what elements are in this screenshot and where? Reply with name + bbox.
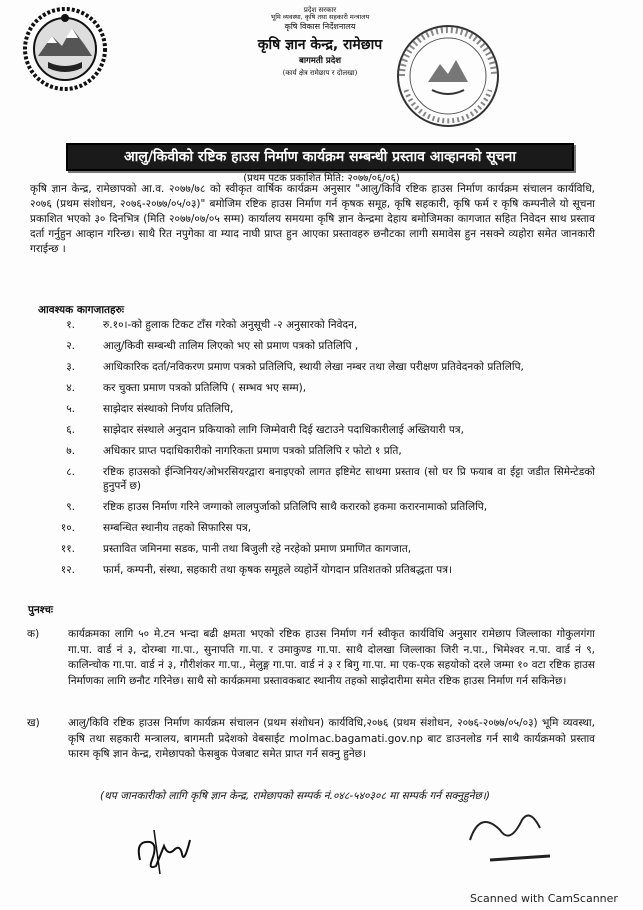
requirement-text: अधिकार प्राप्त पदाधिकारीको नागरिकता प्रमाण पत्रको प्रतिलिपि र फोटो १ प्रति, xyxy=(103,445,402,457)
requirement-text: सम्बन्धित स्थानीय तहको सिफारिस पत्र, xyxy=(103,522,252,534)
requirement-item xyxy=(30,465,595,493)
requirement-text: फार्म, कम्पनी, संस्था, सहकारी तथा कृषक समूहले व्यहोर्ने योगदान प्रतिशतको प्रतिबद्धता पत्र। xyxy=(103,564,453,576)
requirement-item xyxy=(30,339,595,353)
requirement-number: १२. xyxy=(60,564,75,576)
header-ministry: भूमि व्यवस्था, कृषि तथा सहकारी मन्त्रालय xyxy=(270,13,370,22)
requirement-text: आलु/किवी सम्बन्धी तालिम लिएको भए सो प्रमाण पत्रको प्रतिलिपि , xyxy=(103,340,359,352)
requirement-item xyxy=(30,402,595,416)
requirement-item xyxy=(30,360,595,374)
publish-date: (प्रथम पटक प्रकाशित मिति: २०७७/०६/०६) xyxy=(243,173,400,184)
notice-title-bar xyxy=(66,143,574,171)
requirements-heading: आवश्यक कागजातहरुः xyxy=(38,304,125,316)
header-directorate: कृषि विकास निर्देशनालय xyxy=(284,21,356,31)
stamp-scribble-icon xyxy=(450,800,570,872)
requirement-item xyxy=(30,521,595,535)
requirement-item xyxy=(30,500,595,514)
scanner-watermark: Scanned with CamScanner xyxy=(470,892,618,905)
requirement-text: रु.१०।-को हुलाक टिकट टाँस गरेको अनुसूची -२ अनुसारको निवेदन, xyxy=(103,319,358,331)
requirement-number: १. xyxy=(66,319,75,331)
requirement-item xyxy=(30,563,595,577)
requirement-number: ७. xyxy=(66,445,75,457)
requirement-number: ४. xyxy=(66,382,75,394)
requirement-number: ५. xyxy=(66,403,75,415)
notice-title: आलु/किवीको रष्टिक हाउस निर्माण कार्यक्रम सम्बन्धी प्रस्ताव आव्हानको सूचना xyxy=(124,149,516,165)
requirement-number: ९. xyxy=(66,501,75,513)
requirement-text: आधिकारिक दर्ता/नविकरण प्रमाण पत्रको प्रतिलिपि, स्थायी लेखा नम्बर तथा लेखा परीक्षण प्रतिवेदनको प्रतिलिपि, xyxy=(103,361,524,373)
note-text: आलु/किवि रष्टिक हाउस निर्माण कार्यक्रम संचालन (प्रथम संशोधन) कार्यविधि,२०७६ (प्रथम संशोधन, २०७६-२०७७/०५/०३) भूमि व्यवस्था, कृषि तथा सहकारी मन्त्रालय, बागमती प्रदेशको वेबसाईट molmac.bagamati.gov.np बाट डाउनलोड गर्न साथै कार्यक्रमको प्रस्ताव फारम कृषि ज्ञान केन्द्र, रामेछापको फेसबुक पेजबाट समेत प्राप्त गर्न सक्नु हुनेछ। xyxy=(68,717,595,760)
requirement-item xyxy=(30,542,595,556)
postscript-label: पुनश्चः xyxy=(28,604,54,616)
note-ka xyxy=(27,627,595,689)
header-office-name: कृषि ज्ञान केन्द्र, रामेछाप xyxy=(257,36,383,53)
requirement-text: रष्टिक हाउसको ईन्जिनियर/ओभरसियरद्वारा बनाइएको लागत इष्टिमेट साथमा प्रस्ताव (सो घर प्रि फयाब वा ईट्टा जडीत सिमेन्टेडको हुनुपर्ने छ) xyxy=(103,466,595,492)
requirement-text: साझेदार संस्थाको निर्णय प्रतिलिपि, xyxy=(103,403,234,415)
requirement-item xyxy=(30,318,595,332)
requirement-text: प्रस्तावित जमिनमा सडक, पानी तथा बिजुली रहे नरहेको प्रमाण प्रमाणित कागजात, xyxy=(103,543,412,555)
note-kha xyxy=(27,716,595,763)
signature-icon xyxy=(130,820,200,878)
requirement-text: साझेदार संस्थाले अनुदान प्रकियाको लागि जिम्मेवारी दिई खटाउने पदाधिकारीलाई अख्तियारी पत्र, xyxy=(103,424,464,436)
note-label: क) xyxy=(27,628,40,640)
requirement-number: १०. xyxy=(60,522,75,534)
requirement-item xyxy=(30,423,595,437)
nepal-emblem-icon xyxy=(22,6,108,92)
note-label: ख) xyxy=(27,717,40,729)
requirements-list xyxy=(30,318,595,584)
header-line1: प्रदेश सरकार xyxy=(303,6,337,14)
intro-paragraph xyxy=(30,182,595,257)
requirement-item xyxy=(30,444,595,458)
requirement-text: कर चुक्ता प्रमाण पत्रको प्रतिलिपि ( सम्भव भए सम्म), xyxy=(103,382,307,394)
header-province: बागमती प्रदेश xyxy=(298,55,342,66)
requirement-number: २. xyxy=(66,340,75,352)
requirement-number: ६. xyxy=(66,424,75,436)
requirement-text: रष्टिक हाउस निर्माण गरिने जग्गाको लालपुर्जाको प्रतिलिपि साथै करारको हकमा करारनामाको प्रतिलिपि, xyxy=(103,501,488,513)
requirement-number: ११. xyxy=(60,543,75,555)
note-text: कार्यक्रमका लागि ५० मे.टन भन्दा बढी क्षमता भएको रष्टिक हाउस निर्माण गर्न स्वीकृत कार्यविधि अनुसार रामेछाप जिल्लाका गोकुलगंगा गा.पा. वार्ड नं ३, दोरम्बा गा.पा., सुनापति गा.पा. र उमाकुण्ड गा.पा. साथै दोलखा जिल्लाका जिरी न.पा., भिमेश्वर न.पा. वार्ड नं ९, कालिन्चोक गा.पा. वार्ड नं ३, गौरीशंकर गा.पा., मेलुङ्ग गा.पा. वार्ड नं ३ र बिगु गा.पा. मा एक-एक सहयोको दरले जम्मा १० वटा रष्टिक हाउस निर्माणका लागि छनौट गरिनेछ। साथै सो कार्यक्रममा प्रस्तावकबाट स्थानीय तहको साझेदारीमा समेत रष्टिक हाउस निर्माण गर्न सकिनेछ। xyxy=(68,628,595,687)
requirement-number: ३. xyxy=(66,361,75,373)
header-area: (कार्य क्षेत्र रामेछाप र दोलखा) xyxy=(282,68,358,77)
contact-info: (थप जानकारीको लागि कृषि ज्ञान केन्द्र, रामेछापको सम्पर्क नं.०४८-५४०३०८ मा सम्पर्क गर्न सक्नुहुनेछ।) xyxy=(100,790,490,802)
requirement-item xyxy=(30,381,595,395)
intro-text: कृषि ज्ञान केन्द्र, रामेछापको आ.व. २०७७/७८ को स्वीकृत वार्षिक कार्यक्रम अनुसार "आलु/किवि रष्टिक हाउस निर्माण कार्यक्रम संचालन कार्यविधि, २०७६ (प्रथम संशोधन, २०७६-२०७७/०५/०३)" बमोजिम रष्टिक हाउस निर्माण गर्न कृषक समूह, कृषि सहकारी, कृषि फर्म र कृषि कम्पनीले यो सूचना प्रकाशित भएको ३० दिनभित्र (मिति २०७७/०७/०५ सम्म) कार्यालय समयमा कृषि ज्ञान केन्द्रमा देहाय बमोजिमका कागजात सहित निवेदन साथ प्रस्ताव दर्ता गर्नुहुन आव्हान गरिन्छ। साथै रित नपुगेका वा म्याद नाघी प्राप्त हुन आएका प्रस्तावहरु छनौटका लागी समावेस हुन नसक्ने व्यहोरा समेत जानकारी गराईन्छ । xyxy=(30,183,595,255)
office-seal-icon xyxy=(392,20,504,132)
requirement-number: ८. xyxy=(66,466,75,478)
